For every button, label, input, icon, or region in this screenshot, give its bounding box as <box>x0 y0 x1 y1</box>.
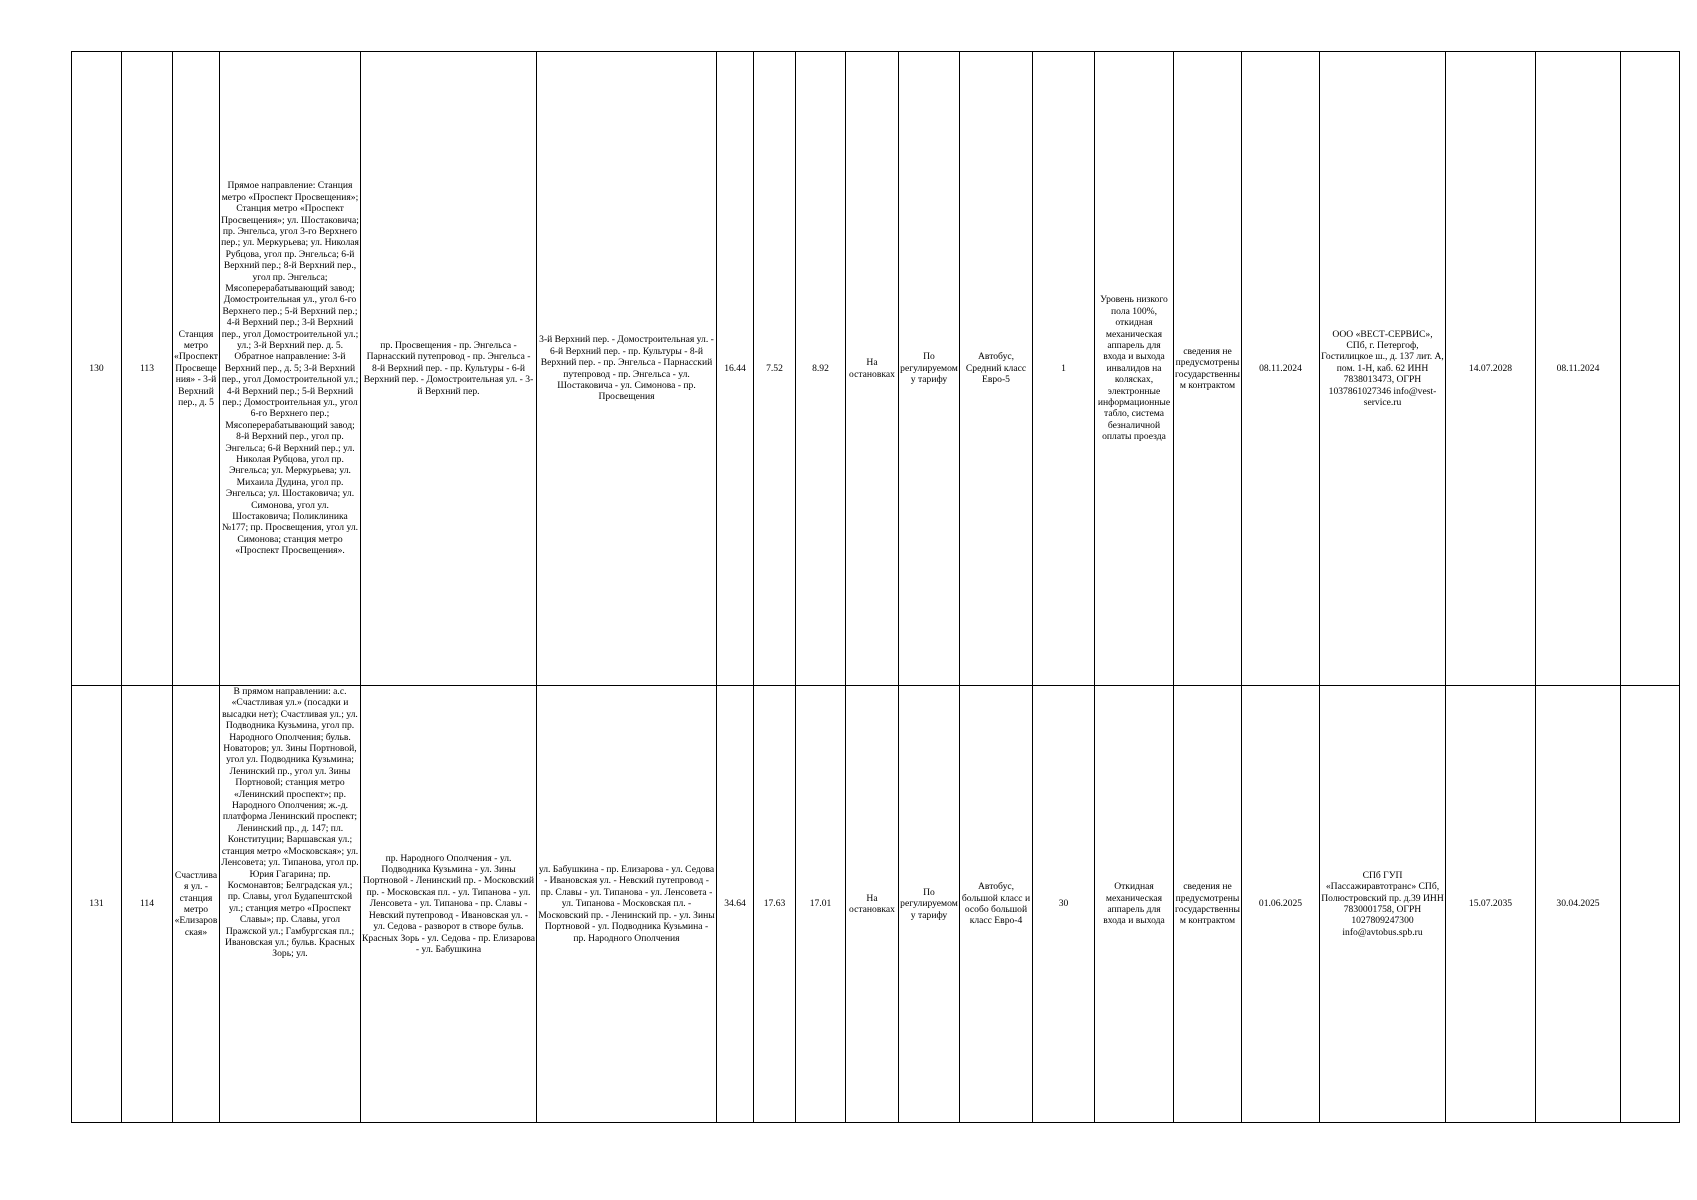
length-total-cell: 34.64 <box>717 686 754 1123</box>
route-name-cell: Счастливая ул. - станция метро «Елизаровская» <box>173 686 220 1123</box>
carrier-cell: СПб ГУП «Пассажиравтотранс» СПб, Полюстровский пр. д.39 ИНН 7830001758, ОГРН 1027809247300 info@avtobus.spb.ru <box>1320 686 1446 1123</box>
contract-end-cell: 14.07.2028 <box>1446 52 1536 686</box>
extra-cell <box>1621 686 1680 1123</box>
registration-number-cell: 131 <box>72 686 122 1123</box>
vehicle-features-cell: Уровень низкого пола 100%, откидная механическая аппарель для входа и выхода инвалидов на колясках, электронные информационные табло, система безналичной оплаты проезда <box>1095 52 1174 686</box>
fare-type-cell: По регулируемому тарифу <box>899 686 960 1123</box>
stops-cell: В прямом направлении: а.с. «Счастливая ул.» (посадки и высадки нет); Счастливая ул.; ул. Подводника Кузьмина, угол пр. Народного Ополчения; бульв. Новаторов; ул. Зины Портновой, угол ул. Подводника Кузьмина; Ленинский пр., угол ул. Зины Портновой; станция метро «Ленинский проспект»; пр. Народного Ополчения; ж.-д. платформа Ленинский проспект; Ленинский пр., д. 147; пл. Конституции; Варшавская ул.; станция метро «Московская»; ул. Ленсовета; ул. Типанова, угол пр. Юрия Гагарина; пр. Космонавтов; Белградская ул.; пр. Славы, угол Будапештской ул.; станция метро «Проспект Славы»; пр. Славы, угол Пражской ул.; Гамбургская пл.; Ивановская ул.; бульв. Красных Зорь; ул. <box>220 686 361 1123</box>
fare-type-cell: По регулируемому тарифу <box>899 52 960 686</box>
vehicle-cell: Автобус, большой класс и особо большой класс Евро-4 <box>960 686 1033 1123</box>
vehicle-features-cell: Откидная механическая аппарель для входа и выхода <box>1095 686 1174 1123</box>
stops-cell: Прямое направление: Станция метро «Проспект Просвещения»; Станция метро «Проспект Просвещения»; ул. Шостаковича; пр. Энгельса, угол 3-го Верхнего пер.; ул. Меркурьева; ул. Николая Рубцова, угол пр. Энгельса; 6-й Верхний пер.; 8-й Верхний пер., угол пр. Энгельса; Мясоперерабатывающий завод; Домостроительная ул., угол 6-го Верхнего пер.; 5-й Верхний пер.; 4-й Верхний пер.; 3-й Верхний пер., угол Домостроительной ул.; ул.; 3-й Верхний пер. д. 5. Обратное направление: 3-й Верхний пер., д. 5; 3-й Верхний пер., угол Домостроительной ул.; 4-й Верхний пер.; 5-й Верхний пер.; Домостроительная ул., угол 6-го Верхнего пер.; Мясоперерабатывающий завод; 8-й Верхний пер., угол пр. Энгельса; 6-й Верхний пер.; ул. Николая Рубцова, угол пр. Энгельса; ул. Меркурьева; ул. Михаила Дудина, угол пр. Энгельса; ул. Шостаковича; ул. Симонова, угол ул. Шостаковича; Поликлиника №177; пр. Просвещения, угол ул. Симонова; станция метро «Проспект Просвещения». <box>220 52 361 686</box>
streets-forward-cell: пр. Просвещения - пр. Энгельса - Парнасский путепровод - пр. Энгельса - 8-й Верхний пер. - пр. Культуры - 6-й Верхний пер. - Домостроительная ул. - 3-й Верхний пер. <box>361 52 537 686</box>
start-date-cell: 01.06.2025 <box>1242 686 1320 1123</box>
extra-cell <box>1621 52 1680 686</box>
boarding-order-cell: На остановках <box>846 52 899 686</box>
route-number-cell: 114 <box>122 686 173 1123</box>
table-row <box>72 686 1680 1123</box>
streets-backward-cell: ул. Бабушкина - пр. Елизарова - ул. Седова - Ивановская ул. - Невский путепровод - пр. Славы - ул. Типанова - ул. Ленсовета - ул. Типанова - Московская пл. - Московский пр. - Ленинский пр. - ул. Зины Портновой - ул. Подводника Кузьмина - пр. Народного Ополчения <box>537 686 717 1123</box>
route-registry-table <box>71 51 1680 1123</box>
streets-forward-cell: пр. Народного Ополчения - ул. Подводника Кузьмина - ул. Зины Портновой - Ленинский пр. - Московский пр. - Московская пл. - ул. Типанова - ул. Ленсовета - ул. Типанова - пр. Славы - Невский путепровод - Ивановская ул. - ул. Седова - разворот в створе бульв. Красных Зорь - ул. Седова - пр. Елизарова - ул. Бабушкина <box>361 686 537 1123</box>
vehicle-cell: Автобус, Средний класс Евро-5 <box>960 52 1033 686</box>
contract-info-cell: сведения не предусмотрены государственным контрактом <box>1174 52 1242 686</box>
start-date-cell: 08.11.2024 <box>1242 52 1320 686</box>
length-forward-cell: 7.52 <box>754 52 796 686</box>
route-number-cell: 113 <box>122 52 173 686</box>
length-backward-cell: 8.92 <box>796 52 846 686</box>
registration-number-cell: 130 <box>72 52 122 686</box>
table-row <box>72 52 1680 686</box>
length-total-cell: 16.44 <box>717 52 754 686</box>
length-backward-cell: 17.01 <box>796 686 846 1123</box>
carrier-cell: ООО «ВЕСТ-СЕРВИС», СПб, г. Петергоф, Гостилицкое ш., д. 137 лит. А, пом. 1-Н, каб. 62 ИНН 7838013473, ОГРН 1037861027346 info@vest-service.ru <box>1320 52 1446 686</box>
route-name-cell: Станция метро «Проспект Просвещения» - 3-й Верхний пер., д. 5 <box>173 52 220 686</box>
contract-info-cell: сведения не предусмотрены государственным контрактом <box>1174 686 1242 1123</box>
contract-start-cell: 08.11.2024 <box>1536 52 1621 686</box>
streets-backward-cell: 3-й Верхний пер. - Домостроительная ул. - 6-й Верхний пер. - пр. Культуры - 8-й Верхний пер. - пр. Энгельса - Парнасский путепровод - пр. Энгельса - ул. Шостаковича - ул. Симонова - пр. Просвещения <box>537 52 717 686</box>
contract-end-cell: 15.07.2035 <box>1446 686 1536 1123</box>
contract-start-cell: 30.04.2025 <box>1536 686 1621 1123</box>
vehicle-count-cell: 1 <box>1033 52 1095 686</box>
vehicle-count-cell: 30 <box>1033 686 1095 1123</box>
boarding-order-cell: На остановках <box>846 686 899 1123</box>
length-forward-cell: 17.63 <box>754 686 796 1123</box>
